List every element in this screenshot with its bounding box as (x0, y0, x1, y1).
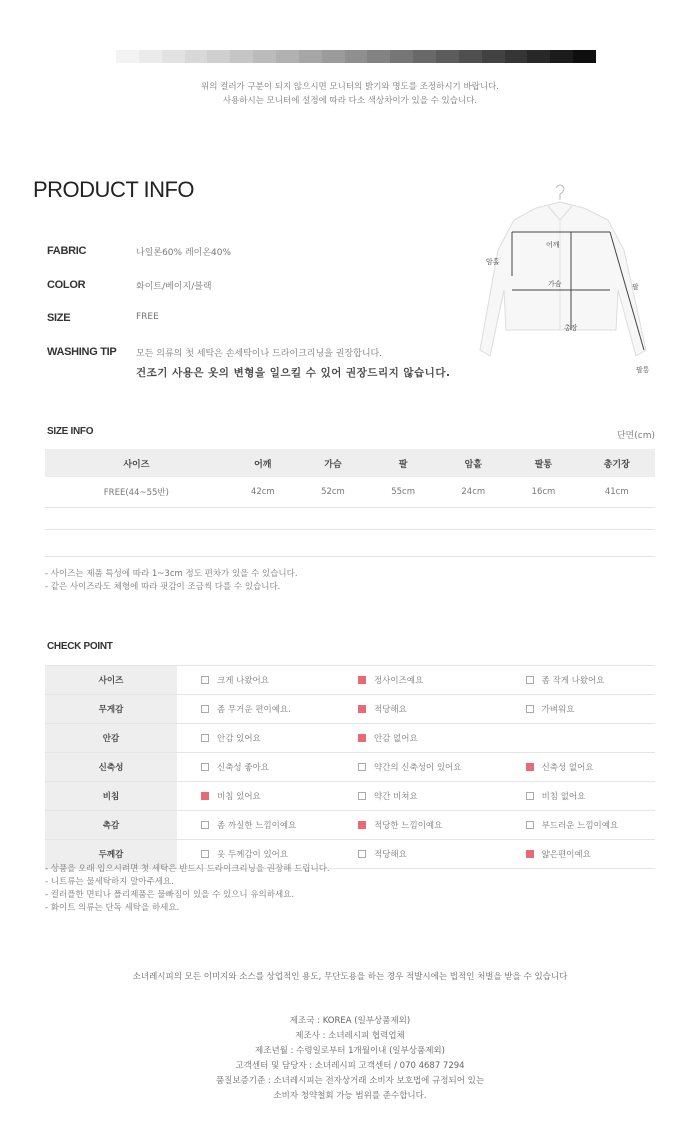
label-shoulder: 어깨 (546, 241, 560, 249)
check-option-label: 크게 나왔어요 (217, 676, 269, 686)
table-row (45, 724, 655, 753)
footer-line: 제조년월 : 수령일로부터 1개월이내 (일부상품제외) (255, 1046, 445, 1056)
gradient-swatch (162, 50, 185, 63)
check-option (334, 666, 502, 695)
info-value-warning: 건조기 사용은 옷의 변형을 일으킬 수 있어 권장드리지 않습니다. (136, 367, 451, 379)
header-chest: 가슴 (298, 449, 368, 477)
check-option (177, 782, 334, 811)
header-shoulder: 어깨 (228, 449, 298, 477)
check-option-label: 가벼워요 (541, 705, 575, 715)
check-option-label: 신축성 좋아요 (217, 763, 269, 773)
unchecked-box-icon (201, 676, 209, 684)
info-value: 모든 의류의 첫 세탁은 손세탁이나 드라이크리닝을 권장합니다. (136, 349, 383, 359)
check-option-label: 옷 두께감이 있어요 (217, 850, 289, 860)
check-option-label: 적당해요 (373, 705, 407, 715)
check-option-label: 좀 까실한 느낌이예요 (217, 821, 297, 831)
monitor-notice-line1: 위의 컬러가 구분이 되지 않으시면 모니터의 밝기와 명도를 조정하시기 바랍니다. (201, 82, 499, 92)
header-sleeve: 팔 (368, 449, 438, 477)
footer-line: 품질보증기준 : 소녀레시피는 전자상거래 소비자 보호법에 규정되어 있는 (215, 1076, 485, 1086)
check-option (502, 753, 655, 782)
header-size: 사이즈 (45, 449, 228, 477)
footer-line: 제조국 : KOREA (일부상품제외) (289, 1016, 411, 1026)
unchecked-box-icon (358, 850, 366, 858)
footer-line: 제조사 : 소녀레시피 협력업체 (295, 1031, 405, 1041)
check-option-label: 안감 없어요 (373, 734, 418, 744)
care-note: - 컬러플한 면티나 폴리제품은 물빠짐이 있을 수 있으니 유의하세요. (45, 890, 295, 900)
label-armhole: 암홀 (486, 258, 500, 266)
check-category: 두께감 (45, 840, 177, 869)
check-category: 안감 (45, 724, 177, 753)
checked-box-icon (358, 821, 366, 829)
checked-box-icon (358, 676, 366, 684)
divider (45, 556, 655, 557)
gradient-swatch (550, 50, 573, 63)
info-label: COLOR (47, 279, 86, 291)
label-chest: 가슴 (548, 280, 562, 288)
label-length: 총장 (564, 324, 578, 332)
unchecked-box-icon (358, 763, 366, 771)
check-option-label: 약간 비쳐요 (373, 792, 418, 802)
table-row (45, 695, 655, 724)
checked-box-icon (358, 734, 366, 742)
check-option (334, 840, 502, 869)
gradient-swatch (139, 50, 162, 63)
gradient-swatch (527, 50, 550, 63)
check-option (502, 666, 655, 695)
table-row (45, 782, 655, 811)
check-option-label: 좀 작게 나왔어요 (541, 676, 605, 686)
info-value: 나일론60% 레이온40% (136, 248, 232, 258)
check-option-label: 약간의 신축성이 있어요 (373, 763, 462, 773)
check-point-table (45, 665, 655, 869)
gradient-swatch (345, 50, 368, 63)
gradient-swatch (459, 50, 482, 63)
check-category: 비침 (45, 782, 177, 811)
cell-chest: 52cm (298, 477, 368, 508)
check-option (334, 811, 502, 840)
check-option-label: 좀 무거운 편이예요. (217, 705, 291, 715)
gradient-swatch (207, 50, 230, 63)
gradient-swatch (253, 50, 276, 63)
gradient-swatch (482, 50, 505, 63)
check-option-label: 신축성 없어요 (541, 763, 594, 773)
gradient-swatch (230, 50, 253, 63)
table-row (45, 753, 655, 782)
gradient-swatch (276, 50, 299, 63)
header-sleeve-width: 팔통 (508, 449, 578, 477)
cell-armhole: 24cm (438, 477, 508, 508)
footer-line: 고객센터 및 담당자 : 소녀레시피 고객센터 / 070 4687 7294 (235, 1061, 465, 1071)
gradient-swatch (185, 50, 208, 63)
gradient-swatch (390, 50, 413, 63)
table-row (45, 811, 655, 840)
info-value: 화이트/베이지/블랙 (136, 282, 212, 292)
cell-sleeve-width: 16cm (508, 477, 578, 508)
gradient-swatch (436, 50, 459, 63)
shirt-illustration (480, 202, 646, 356)
unchecked-box-icon (201, 763, 209, 771)
info-value: FREE (136, 312, 159, 322)
check-option (502, 695, 655, 724)
check-option (334, 782, 502, 811)
check-option-label: 정사이즈예요 (373, 676, 424, 686)
checked-box-icon (201, 792, 209, 800)
label-sleeve-width: 팔통 (636, 366, 650, 374)
check-option (177, 724, 334, 753)
checked-box-icon (526, 763, 534, 771)
check-option (177, 666, 334, 695)
check-option-label: 비침 있어요 (217, 792, 261, 802)
check-option (502, 724, 655, 753)
garment-measurement-diagram (476, 180, 666, 390)
cell-size: FREE(44~55반) (45, 477, 228, 508)
size-unit: 단면(cm) (616, 431, 655, 441)
check-category: 사이즈 (45, 666, 177, 695)
gradient-swatch (367, 50, 390, 63)
hanger-icon (556, 185, 564, 200)
check-category: 무게감 (45, 695, 177, 724)
unchecked-box-icon (201, 850, 209, 858)
check-option (334, 695, 502, 724)
divider (45, 529, 655, 530)
cell-length: 41cm (579, 477, 656, 508)
check-option (502, 782, 655, 811)
cell-shoulder: 42cm (228, 477, 298, 508)
table-row (45, 477, 655, 508)
check-option (177, 753, 334, 782)
header-armhole: 암홀 (438, 449, 508, 477)
check-option (334, 724, 502, 753)
checked-box-icon (358, 705, 366, 713)
info-label: FABRIC (47, 245, 87, 257)
gradient-swatch (505, 50, 528, 63)
gradient-swatch (299, 50, 322, 63)
table-row (45, 666, 655, 695)
label-sleeve: 팔 (632, 283, 639, 291)
unchecked-box-icon (526, 821, 534, 829)
unchecked-box-icon (358, 792, 366, 800)
check-option (334, 753, 502, 782)
size-note: - 사이즈는 제품 특성에 따라 1~3cm 정도 편차가 있을 수 있습니다. (45, 569, 298, 579)
gradient-swatch (573, 50, 596, 63)
check-option-label: 얇은편이예요 (541, 850, 591, 860)
size-table-header (45, 449, 655, 477)
check-option (502, 811, 655, 840)
size-note: - 같은 사이즈라도 체형에 따라 핏감이 조금씩 다를 수 있습니다. (45, 582, 281, 592)
care-note: - 니트류는 물세탁하지 말아주세요. (45, 877, 174, 887)
care-note: - 화이트 의류는 단독 세탁을 하세요. (45, 903, 180, 913)
check-option (502, 840, 655, 869)
checked-box-icon (526, 850, 534, 858)
check-category: 촉감 (45, 811, 177, 840)
unchecked-box-icon (201, 734, 209, 742)
check-option-label: 적당한 느낌이예요 (373, 821, 443, 831)
monitor-notice-line2: 사용하시는 모니터에 설정에 따라 다소 색상차이가 있을 수 있습니다. (222, 96, 478, 106)
info-label: SIZE (47, 312, 71, 324)
size-table (45, 449, 655, 508)
unchecked-box-icon (526, 792, 534, 800)
check-option (177, 811, 334, 840)
gradient-swatch (413, 50, 436, 63)
cell-sleeve: 55cm (368, 477, 438, 508)
header-length: 총기장 (579, 449, 656, 477)
copyright-notice: 소녀레시피의 모든 이미지와 소스를 상업적인 용도, 무단도용을 하는 경우 적발시에는 법적인 처벌을 받을 수 있습니다 (132, 972, 568, 982)
footer-line: 소비자 청약철회 가능 범위를 준수합니다. (273, 1091, 427, 1101)
gradient-swatch (322, 50, 345, 63)
unchecked-box-icon (201, 705, 209, 713)
check-option-label: 비침 없어요 (541, 792, 586, 802)
check-option (177, 695, 334, 724)
info-label: WASHING TIP (47, 346, 117, 358)
care-note: - 상품을 오래 입으시려면 첫 세탁은 반드시 드라이크리닝을 권장해 드립니다. (45, 864, 330, 874)
check-point-title: CHECK POINT (47, 641, 113, 652)
check-option-label: 적당해요 (373, 850, 407, 860)
unchecked-box-icon (201, 821, 209, 829)
unchecked-box-icon (526, 676, 534, 684)
check-option-label: 안감 있어요 (217, 734, 261, 744)
check-category: 신축성 (45, 753, 177, 782)
product-info-title: PRODUCT INFO (33, 177, 195, 202)
check-option-label: 부드러운 느낌이예요 (541, 821, 619, 831)
size-info-title: SIZE INFO (47, 426, 94, 437)
unchecked-box-icon (526, 705, 534, 713)
gradient-swatch (116, 50, 139, 63)
color-calibration-bar (116, 50, 596, 63)
